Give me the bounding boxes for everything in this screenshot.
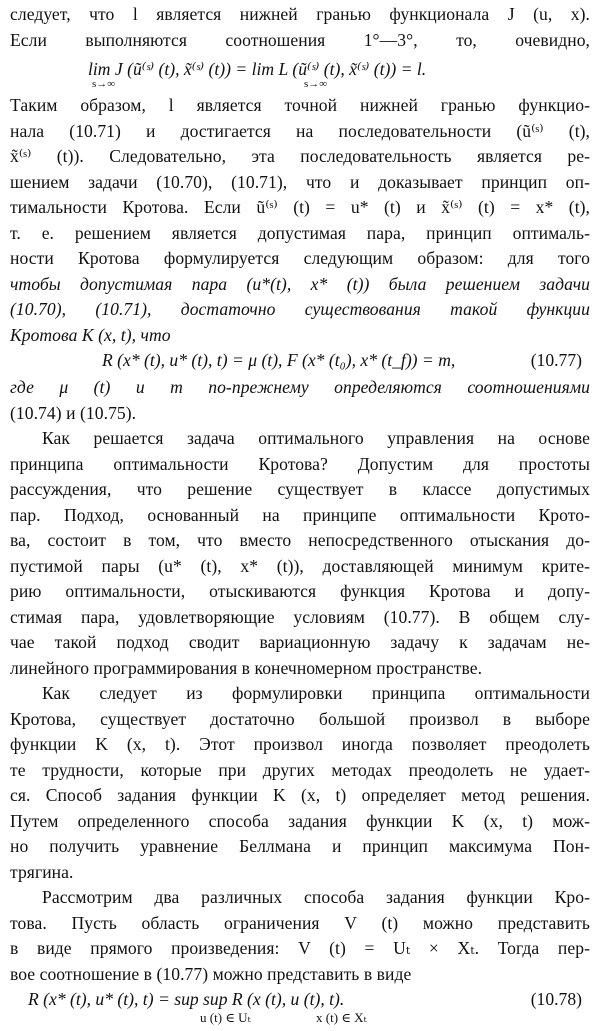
text-line: но получить уравнение Беллмана и принцип максимума Пон- <box>10 836 590 856</box>
text-line: Если выполняются соотношения 1°—3°, то, очевидно, <box>10 29 590 50</box>
text-line: Как решается задача оптимального управления на основе <box>42 428 590 448</box>
text-line: функции K (x, t). Этот произвол иногда позволяет преодолеть <box>10 734 590 754</box>
text-line: те трудности, которые при других методах преодолеть не удает- <box>10 759 590 780</box>
formula-limit <box>10 53 590 93</box>
equation-number: (10.78) <box>530 989 582 1009</box>
text-line: где μ (t) и m по-прежнему определяются соотношениями <box>10 377 590 397</box>
text-line: пустимой пары (u* (t), x* (t)), доставляющей минимум крите- <box>10 555 590 576</box>
text-line: в виде прямого произведения: V (t) = Uₜ × Xₜ. Тогда пер- <box>10 938 590 958</box>
text-line: чае такой подход сводит вариационную задачу к задачам не- <box>10 632 590 652</box>
sup-subscript-control: u (t) ∈ Uₜ <box>200 1010 251 1025</box>
text-line: следует, что l является нижней гранью функционала J (u, x). <box>10 4 590 24</box>
formula-limit-expression: lim J (ũ⁽ˢ⁾ (t), x̃⁽ˢ⁾ (t)) = lim L (ũ⁽ˢ⁾ (t), x̃⁽ˢ⁾ (t)) = l. <box>88 59 427 79</box>
text-line: тимальности Кротова. Если ũ⁽ˢ⁾ (t) = u* (t) и x̃⁽ˢ⁾ (t) = x* (t), <box>10 197 590 217</box>
text-line: x̃⁽ˢ⁾ (t)). Следовательно, эта последовательность является ре- <box>10 146 590 166</box>
paragraph <box>10 426 590 681</box>
text-block-top <box>10 2 590 53</box>
text-block-after-formula <box>10 375 590 426</box>
text-line: рассуждения, что решение существует в классе допустимых <box>10 479 590 499</box>
text-line: принципа оптимальности Кротова? Допустим для простоты <box>10 453 590 474</box>
text-line: вое соотношение в (10.77) можно представить в виде <box>10 963 412 984</box>
limit-subscript-right: s→∞ <box>304 78 328 90</box>
text-line: трягина. <box>10 861 74 882</box>
text-line: Рассмотрим два различных способа задания функции Кро- <box>42 887 590 907</box>
text-line: това. Пусть область ограничения V (t) можно представить <box>10 912 590 933</box>
text-line: Как следует из формулировки принципа оптимальности <box>42 683 590 703</box>
text-line: шением задачи (10.70), (10.71), что и доказывает принцип оп- <box>10 171 590 192</box>
text-line: (10.74) и (10.75). <box>10 402 137 423</box>
text-line: ся. Способ задания функции K (x, t) определяет метод решения. <box>10 785 590 805</box>
sup-subscript-state: x (t) ∈ Xₜ <box>316 1010 367 1025</box>
equation-number: (10.77) <box>530 350 582 370</box>
text-line: ва, состоит в том, что вместо непосредственного отыскания до- <box>10 530 590 550</box>
text-line: ности Кротова формулируется следующим образом: для того <box>10 248 590 268</box>
text-line: т. е. решением является допустимая пара, принцип оптималь- <box>10 222 590 243</box>
text-line: Кротова K (x, t), что <box>10 324 171 345</box>
text-line: нала (10.71) и достигается на последовательности (ũ⁽ˢ⁾ (t), <box>10 120 590 141</box>
text-line: стимая пара, удовлетворяющие условиям (10.77). В общем слу- <box>10 606 590 627</box>
text-line: линейного программирования в конечномерном пространстве. <box>10 657 483 678</box>
text-line: рию оптимальности, отыскиваются функция Кротова и допу- <box>10 581 590 601</box>
text-line: пар. Подход, основанный на принципе оптимальности Крото- <box>10 504 590 525</box>
text-line: (10.70), (10.71), достаточно существования такой функции <box>10 299 590 319</box>
text-block-mid <box>10 93 590 348</box>
text-line: чтобы допустимая пара (u*(t), x* (t)) была решением задачи <box>10 273 590 294</box>
paragraph <box>10 681 590 885</box>
text-line: Таким образом, l является точной нижней гранью функцио- <box>10 95 590 115</box>
formula-10-78-expression: R (x* (t), u* (t), t) = sup sup R (x (t), u (t), t). <box>28 989 345 1009</box>
formula-10-78 <box>10 987 590 1031</box>
formula-10-77-expression: R (x* (t), u* (t), t) = μ (t), F (x* (t₀), x* (t_f)) = m, <box>102 350 456 370</box>
text-line: Путем определенного способа задания функции K (x, t) мож- <box>10 810 590 831</box>
formula-10-77 <box>10 348 590 375</box>
text-line: Кротова, существует достаточно большой произвол в выборе <box>10 708 590 729</box>
paragraph <box>10 885 590 987</box>
limit-subscript-left: s→∞ <box>92 78 116 90</box>
